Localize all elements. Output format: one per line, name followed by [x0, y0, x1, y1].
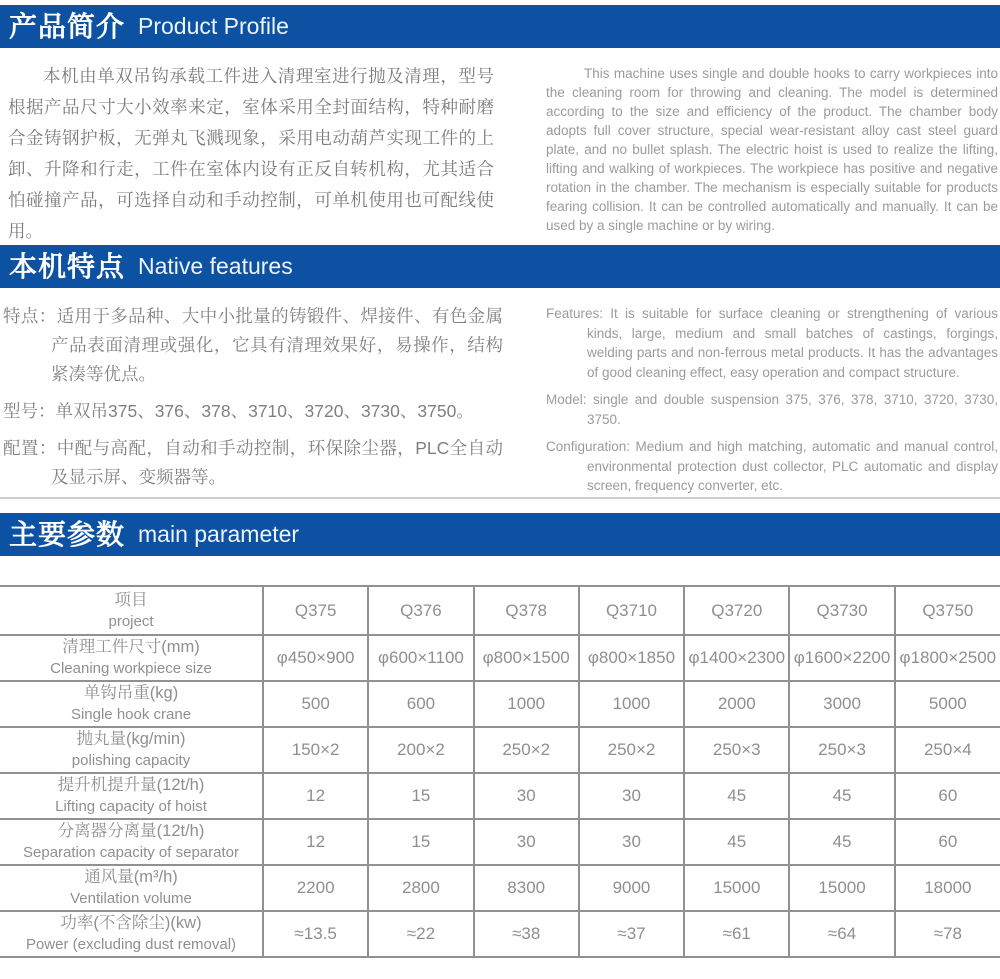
feature-label: 型号： — [3, 401, 56, 421]
param-value-cell: 45 — [789, 819, 894, 865]
feature-item-zh — [3, 302, 503, 389]
param-value-cell: 250×2 — [579, 727, 684, 773]
param-value-cell: 15000 — [684, 865, 789, 911]
param-table-row — [0, 635, 1000, 681]
section-divider — [0, 497, 1000, 499]
param-row-label-en: Cleaning workpiece size — [50, 660, 212, 677]
param-value-cell: 250×2 — [474, 727, 579, 773]
profile-paragraph-zh: 本机由单双吊钩承载工件进入清理室进行抛及清理，型号根据产品尺寸大小效率来定，室体采用全封面结构，特种耐磨合金铸钢护板，无弹丸飞溅现象，采用电动葫芦实现工件的上卸、升降和行走，工件在室体内设有正反自转机构，尤其适合怕碰撞产品，可选择自动和手动控制，可单机使用也可配线使用。 — [8, 66, 494, 241]
feature-text: 适用于多品种、大中小批量的铸锻件、焊接件、有色金属产品表面清理或强化，它具有清理效果好，易操作，结构紧凑等优点。 — [51, 306, 504, 384]
section-title-zh: 产品简介 — [9, 10, 126, 42]
param-table-row — [0, 865, 1000, 911]
feature-label: 配置： — [3, 438, 57, 458]
model-column-header: Q3710 — [579, 586, 684, 635]
param-row-label — [0, 727, 263, 773]
param-value-cell: ≈78 — [895, 911, 1000, 957]
param-value-cell: 30 — [474, 773, 579, 819]
section-header-main-parameter — [0, 513, 1000, 556]
param-value-cell: 2200 — [263, 865, 368, 911]
param-value-cell: 45 — [789, 773, 894, 819]
profile-paragraph-en: This machine uses single and double hooks to carry workpieces into the cleaning room for throwing and cleaning. The model is determined according to the size and efficiency of the product. The chamber body adopts full cover structure, special wear-resistant alloy cast steel guard plate, and no bullet splash. The electric hoist is used to realize the lifting, lifting and walking of workpieces. The workpiece has positive and negative rotation in the chamber. The mechanism is especially suitable for products fearing collision. It can be controlled automatically and manually. It can be used by a single machine or by wiring. — [546, 66, 998, 233]
feature-item-en — [546, 390, 998, 429]
param-value-cell: φ800×1850 — [579, 635, 684, 681]
model-column-header: Q3750 — [895, 586, 1000, 635]
param-table-body — [0, 635, 1000, 957]
feature-label: Features: — [546, 306, 604, 321]
section-title-en: Product Profile — [138, 13, 289, 39]
param-value-cell: 30 — [474, 819, 579, 865]
param-row-label-zh: 提升机提升量(12t/h) — [57, 776, 205, 794]
parameters-table — [0, 585, 1000, 958]
param-value-cell: 250×3 — [684, 727, 789, 773]
param-value-cell: 3000 — [789, 681, 894, 727]
param-value-cell: ≈61 — [684, 911, 789, 957]
param-value-cell: ≈37 — [579, 911, 684, 957]
param-row-label — [0, 635, 263, 681]
param-corner-label-zh: 项目 — [114, 590, 148, 609]
param-value-cell: 250×4 — [895, 727, 1000, 773]
model-column-header: Q375 — [263, 586, 368, 635]
param-value-cell: ≈38 — [474, 911, 579, 957]
param-value-cell: 600 — [368, 681, 473, 727]
param-row-label — [0, 773, 263, 819]
feature-text: 中配与高配，自动和手动控制，环保除尘器，PLC全自动及显示屏、变频器等。 — [51, 438, 503, 487]
param-row-label-en: Separation capacity of separator — [23, 844, 239, 861]
feature-item-en — [546, 437, 998, 496]
param-value-cell: 45 — [684, 819, 789, 865]
param-value-cell: 30 — [579, 773, 684, 819]
param-row-label-zh: 单钩吊重(kg) — [83, 684, 179, 702]
section-title-zh: 主要参数 — [9, 518, 126, 550]
feature-text: 单双吊375、376、378、3710、3720、3730、3750。 — [55, 401, 474, 421]
section-header-native-features — [0, 245, 1000, 288]
feature-label: Configuration: — [546, 439, 631, 454]
param-row-label-en: Lifting capacity of hoist — [55, 798, 207, 815]
param-row-label-zh: 清理工件尺寸(mm) — [62, 638, 200, 656]
param-value-cell: 60 — [895, 773, 1000, 819]
param-value-cell: φ450×900 — [263, 635, 368, 681]
param-value-cell: 1000 — [474, 681, 579, 727]
param-row-label-zh: 功率(不含除尘)(kw) — [60, 914, 202, 932]
feature-label: 特点： — [3, 306, 57, 326]
param-table-row — [0, 911, 1000, 957]
param-row-label-en: polishing capacity — [71, 752, 191, 769]
section-title-en: main parameter — [138, 521, 300, 547]
feature-label: Model: — [546, 392, 587, 407]
param-row-label-en: Single hook crane — [70, 706, 192, 723]
param-value-cell: 45 — [684, 773, 789, 819]
param-row-label — [0, 819, 263, 865]
param-value-cell: 5000 — [895, 681, 1000, 727]
param-value-cell: 500 — [263, 681, 368, 727]
param-value-cell: 12 — [263, 819, 368, 865]
param-row-label — [0, 911, 263, 957]
param-row-label-zh: 抛丸量(kg/min) — [76, 730, 186, 748]
param-row-label-en: Power (excluding dust removal) — [25, 936, 237, 953]
param-table-row — [0, 681, 1000, 727]
param-row-label — [0, 865, 263, 911]
param-value-cell: ≈64 — [789, 911, 894, 957]
param-value-cell: 2000 — [684, 681, 789, 727]
param-value-cell: φ1400×2300 — [684, 635, 789, 681]
param-value-cell: 15000 — [789, 865, 894, 911]
model-column-header: Q3730 — [789, 586, 894, 635]
param-corner-label-en: project — [108, 612, 154, 630]
param-table-row — [0, 819, 1000, 865]
param-value-cell: ≈13.5 — [263, 911, 368, 957]
features-column-en — [546, 302, 998, 497]
param-value-cell: 30 — [579, 819, 684, 865]
model-column-header: Q376 — [368, 586, 473, 635]
profile-section — [0, 48, 1000, 245]
feature-item-en — [546, 304, 998, 382]
param-value-cell: φ1800×2500 — [895, 635, 1000, 681]
param-row-label-zh: 通风量(m³/h) — [84, 868, 178, 886]
model-column-header: Q378 — [474, 586, 579, 635]
param-row-label — [0, 681, 263, 727]
param-value-cell: 18000 — [895, 865, 1000, 911]
param-value-cell: φ600×1100 — [368, 635, 473, 681]
model-column-header: Q3720 — [684, 586, 789, 635]
param-value-cell: 15 — [368, 773, 473, 819]
param-value-cell: 15 — [368, 819, 473, 865]
param-row-label-zh: 分离器分离量(12t/h) — [57, 822, 205, 840]
param-value-cell: 2800 — [368, 865, 473, 911]
section-header-product-profile — [0, 5, 1000, 48]
feature-text: Medium and high matching, automatic and manual control, environmental protection dust collector, PLC automatic and display screen, frequency converter, etc. — [587, 439, 998, 493]
param-table-row — [0, 727, 1000, 773]
param-value-cell: φ1600×2200 — [789, 635, 894, 681]
param-value-cell: 200×2 — [368, 727, 473, 773]
param-table-corner-cell — [0, 586, 263, 635]
param-value-cell: 12 — [263, 773, 368, 819]
param-value-cell: φ800×1500 — [474, 635, 579, 681]
feature-item-zh — [3, 397, 503, 426]
features-section — [0, 288, 1000, 497]
section-title-zh: 本机特点 — [9, 250, 126, 282]
feature-item-zh — [3, 434, 503, 492]
param-table-header-row — [0, 586, 1000, 635]
param-value-cell: 1000 — [579, 681, 684, 727]
param-row-label-en: Ventilation volume — [70, 890, 192, 907]
param-value-cell: 60 — [895, 819, 1000, 865]
feature-text: It is suitable for surface cleaning or strengthening of various kinds, large, medium and small batches of castings, forgings, welding parts and non-ferrous metal products. It has the advantages of good cleaning effect, easy operation and compact structure. — [587, 306, 998, 380]
param-value-cell: ≈22 — [368, 911, 473, 957]
param-value-cell: 250×3 — [789, 727, 894, 773]
features-column-zh — [3, 302, 503, 497]
param-value-cell: 8300 — [474, 865, 579, 911]
param-value-cell: 9000 — [579, 865, 684, 911]
param-value-cell: 150×2 — [263, 727, 368, 773]
feature-text: single and double suspension 375, 376, 378, 3710, 3720, 3730, 3750. — [586, 392, 998, 427]
param-table-row — [0, 773, 1000, 819]
section-title-en: Native features — [138, 253, 293, 279]
